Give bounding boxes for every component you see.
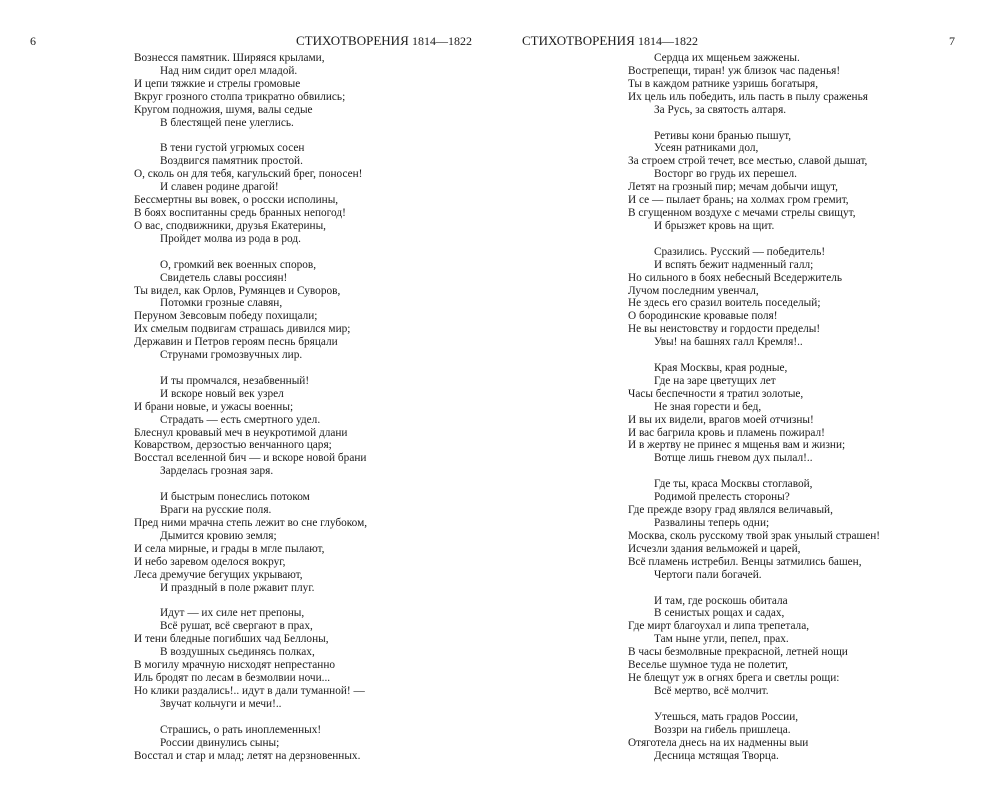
verse-line: Где мирт благоухал и липа трепетала, — [628, 620, 810, 633]
verse-line: Всё пламень истребил. Венцы затмились башен, — [628, 555, 862, 568]
running-head — [296, 33, 472, 49]
stanza — [134, 607, 367, 710]
poem-text — [134, 52, 367, 762]
verse-line: Родимой прелесть стороны? — [654, 491, 790, 504]
stanza — [134, 52, 367, 129]
verse-line: Леса дремучие бегущих укрывают, — [134, 568, 303, 581]
verse-line: И небо заревом оделося вокруг, — [134, 555, 286, 568]
verse-line: Кругом подножия, шумя, валы седые — [134, 103, 313, 116]
verse-line: И ты промчался, незабвенный! — [160, 374, 310, 387]
verse-line: Потомки грозные славян, — [160, 297, 283, 310]
stanza — [628, 595, 880, 698]
verse-line: И вы их видели, врагов моей отчизны! — [628, 413, 814, 426]
verse-line: И праздный в поле ржавит плуг. — [160, 581, 315, 594]
verse-line: В блестящей пене улеглись. — [160, 116, 294, 129]
stanza — [628, 246, 880, 349]
verse-line: Веселье шумное туда не полетит, — [628, 659, 788, 672]
verse-line: Державин и Петров героям песнь бряцали — [134, 336, 338, 349]
verse-line: О бородинские кровавые поля! — [628, 310, 778, 323]
stanza — [134, 491, 367, 594]
verse-line: О, сколь он для тебя, кагульский брег, поносен! — [134, 168, 363, 181]
verse-line: И брани новые, и ужасы военны; — [134, 400, 294, 413]
verse-line: Лучом последним увенчал, — [628, 284, 759, 297]
verse-line: Ретивы кони бранью пышут, — [654, 129, 792, 142]
verse-line: Но сильного в боях небесный Вседержитель — [628, 271, 843, 284]
verse-line: Не блещут уж в огнях брега и светлы рощи: — [628, 671, 840, 684]
verse-line: В воздушных сьединясь полках, — [160, 646, 315, 659]
page-number: 6 — [30, 34, 36, 48]
verse-line: За Русь, за святость алтаря. — [654, 103, 787, 116]
verse-line: Увы! на башнях галл Кремля!.. — [654, 336, 803, 349]
verse-line: Всё рушат, всё свергают в прах, — [160, 620, 313, 633]
verse-line: Ты видел, как Орлов, Румянцев и Суворов, — [134, 284, 341, 297]
verse-line: Коварством, дерзостью венчанного царя; — [134, 439, 332, 452]
running-head-years: 1814—1822 — [411, 34, 472, 48]
verse-line: Утешься, мать градов России, — [654, 710, 799, 723]
verse-line: Их цель иль победить, иль пасть в пылу сраженья — [628, 90, 868, 103]
verse-line: Отяготела днесь на их надменны выи — [628, 736, 809, 749]
verse-line: Зарделась грозная заря. — [160, 465, 274, 478]
verse-line: И быстрым понеслись потоком — [160, 491, 310, 504]
verse-line: И вспять бежит надменный галл; — [654, 258, 814, 271]
verse-line: Вострепещи, тиран! уж близок час паденья! — [628, 64, 841, 77]
verse-line: Исчезли здания вельможей и царей, — [628, 542, 801, 555]
verse-line: Где ты, краса Москвы стоглавой, — [654, 478, 813, 491]
verse-line: За строем строй течет, все местью, славой дышат, — [628, 155, 868, 168]
verse-line: Пред ними мрачна степь лежит во сне глубоком, — [134, 517, 368, 529]
verse-line: Воздвигся памятник простой. — [160, 155, 303, 168]
verse-line: Восторг во грудь их перешел. — [654, 168, 797, 181]
verse-line: Струнами громозвучных лир. — [160, 349, 303, 362]
verse-line: Иль бродят по лесам в безмолвии ночи... — [134, 671, 331, 684]
verse-line: Воззри на гибель пришлеца. — [654, 723, 791, 736]
verse-line: Сразились. Русский — победитель! — [654, 245, 826, 258]
verse-line: Вознесся памятник. Ширяяся крылами, — [134, 52, 325, 64]
verse-line: Чертоги пали богачей. — [654, 568, 762, 581]
verse-line: И цепи тяжкие и стрелы громовые — [134, 77, 301, 90]
verse-line: Всё мертво, всё молчит. — [654, 684, 769, 697]
verse-line: И брызжет кровь на щит. — [654, 219, 775, 232]
verse-line: Свидетель славы россиян! — [160, 271, 288, 284]
verse-line: В тени густой угрюмых сосен — [160, 142, 305, 155]
verse-line: О, громкий век военных споров, — [160, 258, 317, 271]
verse-line: Дымится кровию земля; — [160, 529, 277, 542]
verse-line: В могилу мрачную нисходят непрестанно — [134, 659, 336, 672]
running-head-title: СТИХОТВОРЕНИЯ — [296, 33, 409, 48]
stanza — [628, 130, 880, 233]
stanza — [134, 259, 367, 362]
verse-line: Края Москвы, края родные, — [654, 362, 788, 375]
verse-line: Часы беспечности я тратил золотые, — [628, 387, 804, 400]
verse-line: Вотще лишь гневом дух пылал!.. — [654, 452, 813, 465]
verse-line: Враги на русские поля. — [160, 504, 272, 517]
verse-line: И в жертву не принес я мщенья вам и жизни; — [628, 439, 846, 452]
page-number: 7 — [949, 34, 955, 48]
verse-line: Страшись, о рать иноплеменных! — [160, 723, 322, 736]
verse-line: Звучат кольчуги и мечи!.. — [160, 697, 282, 710]
verse-line: И вскоре новый век узрел — [160, 387, 284, 400]
verse-line: Вкруг грозного столпа трикратно обвились; — [134, 90, 346, 103]
stanza — [628, 478, 880, 581]
running-head-title: СТИХОТВОРЕНИЯ — [522, 33, 635, 48]
verse-line: Их смелым подвигам страшась дивился мир; — [134, 323, 351, 336]
verse-line: Перуном Зевсовым победу похищали; — [134, 310, 318, 323]
running-head — [522, 33, 698, 49]
verse-line: В боях воспитанны средь бранных непогод! — [134, 206, 346, 219]
verse-line: Страдать — есть смертного удел. — [160, 413, 321, 426]
verse-line: Не зная горести и бед, — [654, 400, 762, 413]
verse-line: В сенистых рощах и садах, — [654, 607, 785, 620]
verse-line: Восстал вселенной бич — и вскоре новой брани — [134, 452, 367, 465]
verse-line: Москва, сколь русскому твой зрак унылый страшен! — [628, 529, 881, 542]
verse-line: Бессмертны вы вовек, о росски исполины, — [134, 194, 339, 207]
stanza — [628, 362, 880, 465]
verse-line: Восстал и стар и млад; летят на дерзновенных. — [134, 749, 361, 762]
verse-line: И славен родине драгой! — [160, 181, 279, 194]
stanza — [628, 52, 880, 117]
verse-line: И тени бледные погибших чад Беллоны, — [134, 633, 329, 646]
verse-line: Пройдет молва из рода в род. — [160, 232, 301, 245]
verse-line: Не здесь его сразил воитель поседелый; — [628, 297, 821, 310]
stanza — [134, 375, 367, 478]
verse-line: О вас, сподвижники, друзья Екатерины, — [134, 219, 327, 232]
right-page — [500, 0, 1000, 797]
verse-line: Развалины теперь одни; — [654, 517, 770, 529]
stanza — [134, 724, 367, 763]
verse-line: В часы безмолвные прекрасной, летней нощи — [628, 646, 848, 659]
verse-line: И там, где роскошь обитала — [654, 594, 788, 607]
stanza — [134, 142, 367, 245]
verse-line: И вас багрила кровь и пламень пожирал! — [628, 426, 825, 439]
verse-line: Но клики раздались!.. идут в дали туманной! — — [134, 684, 365, 697]
poem-text — [628, 52, 880, 762]
verse-line: Где на заре цветущих лет — [654, 374, 776, 387]
running-head-years: 1814—1822 — [637, 34, 698, 48]
verse-line: Идут — их силе нет препоны, — [160, 607, 305, 620]
verse-line: Сердца их мщеньем зажжены. — [654, 52, 800, 64]
verse-line: Ты в каждом ратнике узришь богатыря, — [628, 77, 819, 90]
verse-line: Там ныне угли, пепел, прах. — [654, 633, 789, 646]
verse-line: Блеснул кровавый меч в неукротимой длани — [134, 426, 348, 439]
verse-line: Летят на грозный пир; мечам добычи ищут, — [628, 181, 838, 194]
verse-line: И се — пылает брань; на холмах гром гремит, — [628, 194, 849, 207]
verse-line: Усеян ратниками дол, — [654, 142, 759, 155]
verse-line: Десница мстящая Творца. — [654, 749, 779, 762]
verse-line: России двинулись сыны; — [160, 736, 280, 749]
verse-line: И села мирные, и грады в мгле пылают, — [134, 542, 325, 555]
verse-line: Не вы неистовству и гордости пределы! — [628, 323, 821, 336]
verse-line: Над ним сидит орел младой. — [160, 64, 298, 77]
stanza — [628, 711, 880, 763]
verse-line: В сгущенном воздухе с мечами стрелы свищут, — [628, 206, 856, 219]
verse-line: Где прежде взору град являлся величавый, — [628, 504, 833, 517]
